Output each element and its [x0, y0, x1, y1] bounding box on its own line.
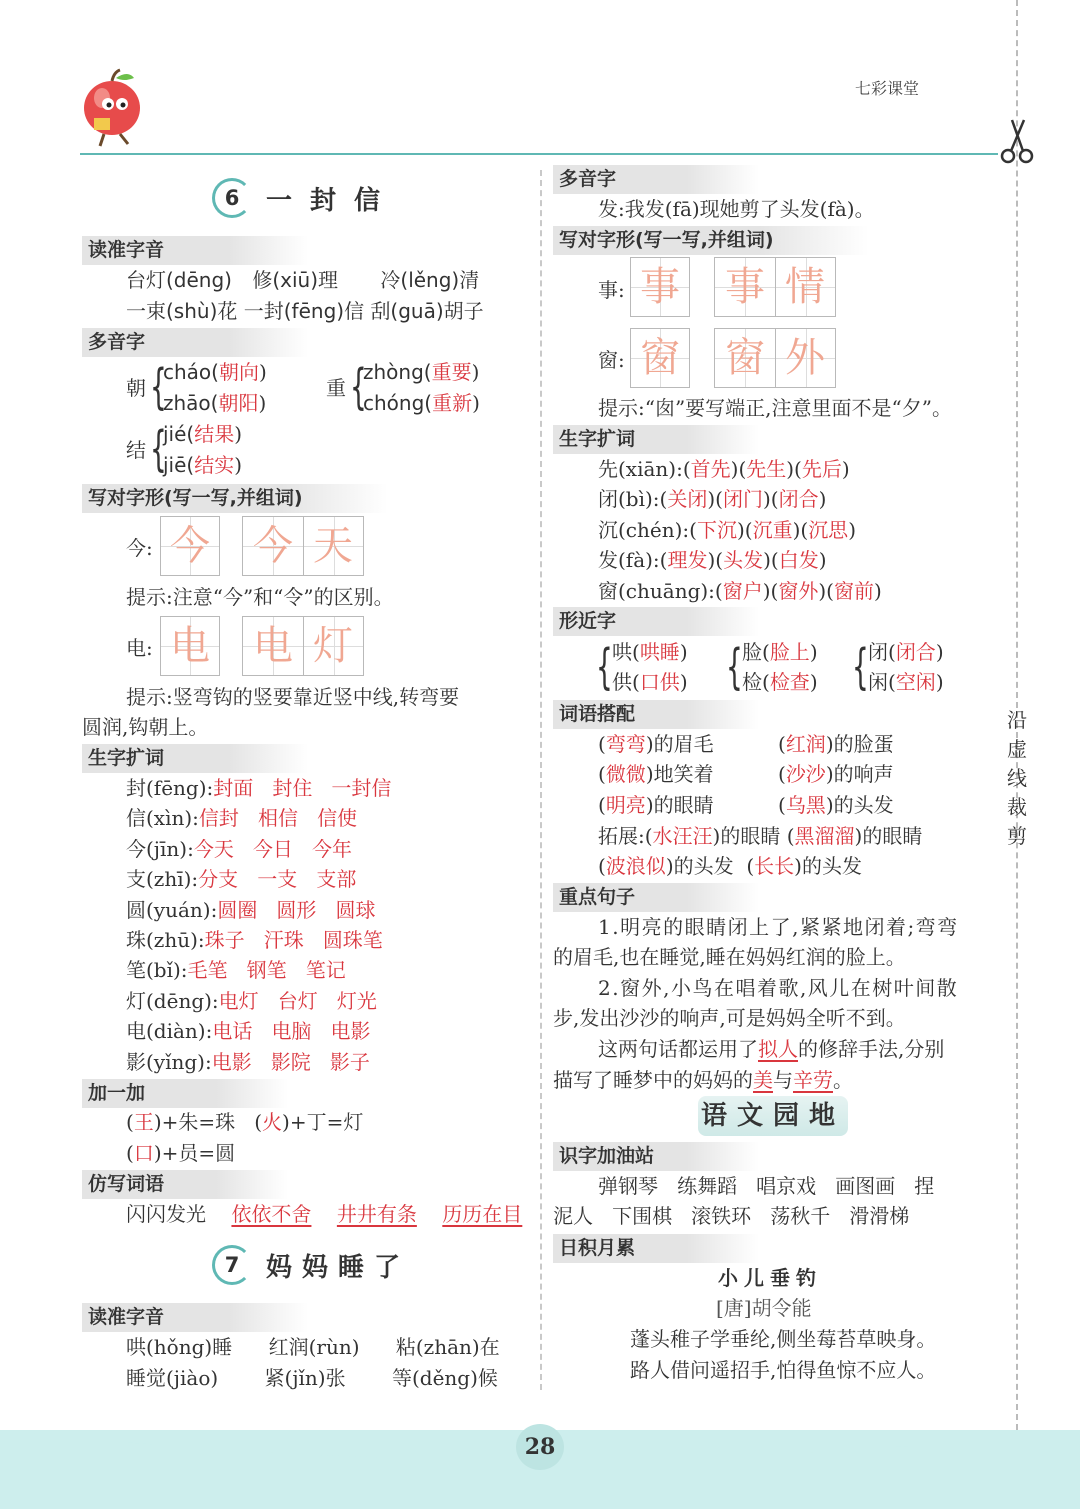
- poly-chao-2: zhāo(朝阳): [163, 391, 267, 415]
- brand-label: 七彩课堂: [855, 79, 920, 98]
- cut-label: 沿虚线裁剪: [1007, 708, 1027, 848]
- expand-row: 发(fà):(理发)(头发)(白发): [598, 548, 827, 573]
- writing-grid: 今: [160, 516, 220, 576]
- brace-icon: {: [726, 639, 743, 695]
- brace-icon: {: [596, 639, 613, 695]
- expand-row: 信(xìn):信封 相信 信使: [126, 806, 358, 831]
- add-row-2: (口)+员=圆: [126, 1141, 236, 1165]
- expand-list: [126, 774, 391, 1078]
- expand-row: 电(diàn):电话 电脑 电影: [126, 1019, 371, 1044]
- collo-last: (波浪似)的头发 (长长)的头发: [598, 854, 862, 878]
- similar-1b: 供(口供): [612, 670, 688, 694]
- brace-icon: {: [350, 359, 367, 415]
- section-expand: 生字扩词: [82, 744, 308, 773]
- writing-grid-double: 今 天: [242, 516, 364, 576]
- apple-mascot-icon: [78, 68, 152, 148]
- write-char-shi: 事:: [598, 278, 625, 302]
- collo-row-2: (微微)地笑着: [598, 762, 714, 786]
- lesson-title: 妈妈睡了: [266, 1253, 411, 1283]
- write-char-jin: 今:: [126, 536, 153, 560]
- expand-row: 封(fēng):封面 封住 一封信: [126, 776, 392, 800]
- key1-line1: 1.明亮的眼睛闭上了,紧紧地闭着;弯弯: [598, 915, 959, 939]
- similar-3b: 闲(空闲): [868, 670, 944, 694]
- brace-icon: {: [852, 639, 869, 695]
- writing-grid: 事: [630, 257, 690, 317]
- key3-line1: 这两句话都运用了拟人的修辞手法,分别: [598, 1037, 945, 1061]
- expand-row: 沉(chén):(下沉)(沉重)(沉思): [598, 517, 856, 542]
- key2-line2: 步,发出沙沙的响声,可是妈妈全听不到。: [553, 1006, 906, 1030]
- shizi-line2: 泥人 下围棋 滚铁环 荡秋千 滑滑梯: [553, 1204, 910, 1228]
- brace-icon: {: [150, 359, 167, 415]
- writing-grid: 窗: [630, 328, 690, 388]
- column-divider: [540, 170, 542, 1390]
- section-expand: 生字扩词: [553, 425, 759, 454]
- similar-1a: 哄(哄睡): [612, 640, 688, 664]
- expand-row: 支(zhī):分支 一支 支部: [126, 867, 357, 892]
- poly-chao-1: cháo(朝向): [163, 360, 267, 384]
- key2-line1: 2.窗外,小鸟在唱着歌,风儿在树叶间散: [598, 976, 959, 1000]
- expand-list: [598, 455, 882, 607]
- poem-line1: 蓬头稚子学垂纶,侧坐莓苔草映身。: [630, 1327, 937, 1351]
- read-row-1: 哄(hǒng)睡 红润(rùn) 粘(zhān)在: [126, 1335, 500, 1359]
- tip-chuang: 提示:“囱”要写端正,注意里面不是“夕”。: [598, 396, 952, 420]
- poly-line: 发:我发(fā)现她剪了头发(fà)。: [598, 197, 875, 221]
- read-row-2: 睡觉(jiào) 紧(jǐn)张 等(děng)候: [126, 1366, 498, 1390]
- read-row-2: 一束(shù)花 一封(fēng)信 刮(guā)胡子: [126, 299, 484, 323]
- expand-row: 窗(chuāng):(窗户)(窗外)(窗前): [598, 578, 882, 603]
- section-read: 读准字音: [82, 236, 308, 265]
- poly-char-jie: 结: [126, 438, 146, 462]
- lesson-number: 6: [212, 178, 252, 218]
- read-row-1: 台灯(dēng) 修(xiū)理 冷(lěng)清: [126, 268, 480, 292]
- write-char-dian: 电:: [126, 636, 153, 660]
- poem-author: [唐]胡令能: [716, 1296, 812, 1320]
- brace-icon: {: [150, 421, 167, 477]
- poem-line2: 路人借问遥招手,怕得鱼惊不应人。: [630, 1358, 937, 1382]
- poly-zhong-2: chóng(重新): [363, 391, 480, 415]
- section-write: 写对字形(写一写,并组词): [553, 226, 869, 255]
- section-add: 加一加: [82, 1079, 288, 1108]
- section-riji: 日积月累: [553, 1234, 759, 1263]
- key3-line2: 描写了睡梦中的妈妈的美与辛劳。: [553, 1068, 853, 1092]
- yuandi-title: 语文园地: [698, 1096, 848, 1136]
- section-polyphone: 多音字: [82, 328, 308, 357]
- expand-row: 珠(zhū):珠子 汗珠 圆珠笔: [126, 927, 383, 952]
- poly-zhong-1: zhòng(重要): [363, 360, 480, 384]
- lesson-number: 7: [212, 1245, 252, 1285]
- write-char-chuang: 窗:: [598, 348, 625, 372]
- expand-row: 笔(bǐ):毛笔 钢笔 笔记: [126, 958, 346, 983]
- expand-row: 灯(dēng):电灯 台灯 灯光: [126, 988, 377, 1013]
- poly-jie-2: jiē(结实): [163, 453, 243, 477]
- tip-dian-2: 圆润,钩朝上。: [82, 715, 209, 739]
- lesson-title: 一封信: [266, 186, 399, 216]
- poly-char-zhong: 重: [326, 376, 346, 400]
- page-number: 28: [516, 1424, 564, 1470]
- section-shizi: 识字加油站: [553, 1142, 759, 1171]
- collo-row-2b: (沙沙)的响声: [778, 762, 894, 786]
- expand-row: 今(jīn):今天 今日 今年: [126, 836, 352, 861]
- add-row-1: (王)+朱=珠 (火)+丁=灯: [126, 1110, 364, 1134]
- poem-title: 小儿垂钓: [718, 1266, 822, 1290]
- collo-row-3: (明亮)的眼睛: [598, 793, 714, 817]
- section-write: 写对字形(写一写,并组词): [82, 484, 388, 513]
- header-divider: [80, 153, 998, 155]
- section-similar: 形近字: [553, 607, 759, 636]
- poly-char-chao: 朝: [126, 376, 146, 400]
- collo-row-3b: (乌黑)的头发: [778, 793, 894, 817]
- section-read: 读准字音: [82, 1303, 308, 1332]
- poly-jie-1: jié(结果): [163, 422, 243, 446]
- collo-ext: 拓展:(水汪汪)的眼睛 (黑溜溜)的眼睛: [598, 824, 923, 848]
- expand-row: 影(yǐng):电影 影院 影子: [126, 1049, 370, 1074]
- expand-row: 闭(bì):(关闭)(闭门)(闭合): [598, 487, 827, 512]
- scissors-icon: [998, 116, 1038, 166]
- collo-row-1b: (红润)的脸蛋: [778, 732, 894, 756]
- section-collocation: 词语搭配: [553, 700, 759, 729]
- expand-row: 先(xiān):(首先)(先生)(先后): [598, 457, 850, 481]
- tip-jin: 提示:注意“今”和“令”的区别。: [126, 585, 394, 609]
- section-imitate: 仿写词语: [82, 1170, 288, 1199]
- similar-2b: 检(检查): [742, 670, 818, 694]
- collo-row-1: (弯弯)的眉毛: [598, 732, 714, 756]
- shizi-line1: 弹钢琴 练舞蹈 唱京戏 画图画 捏: [598, 1174, 935, 1198]
- tip-dian-1: 提示:竖弯钩的竖要靠近竖中线,转弯要: [126, 685, 460, 709]
- similar-3a: 闭(闭合): [868, 640, 944, 664]
- expand-row: 圆(yuán):圆圈 圆形 圆球: [126, 897, 376, 922]
- writing-grid-double: 电 灯: [242, 616, 364, 676]
- key1-line2: 的眉毛,也在睡觉,睡在妈妈红润的脸上。: [553, 945, 906, 969]
- writing-grid-double: 事 情: [714, 257, 836, 317]
- section-key-sentences: 重点句子: [553, 883, 759, 912]
- writing-grid: 电: [160, 616, 220, 676]
- section-polyphone: 多音字: [553, 165, 759, 194]
- imitate-row: 闪闪发光 依依不舍 井井有条 历历在目: [126, 1202, 523, 1226]
- similar-2a: 脸(脸上): [742, 640, 818, 664]
- writing-grid-double: 窗 外: [714, 328, 836, 388]
